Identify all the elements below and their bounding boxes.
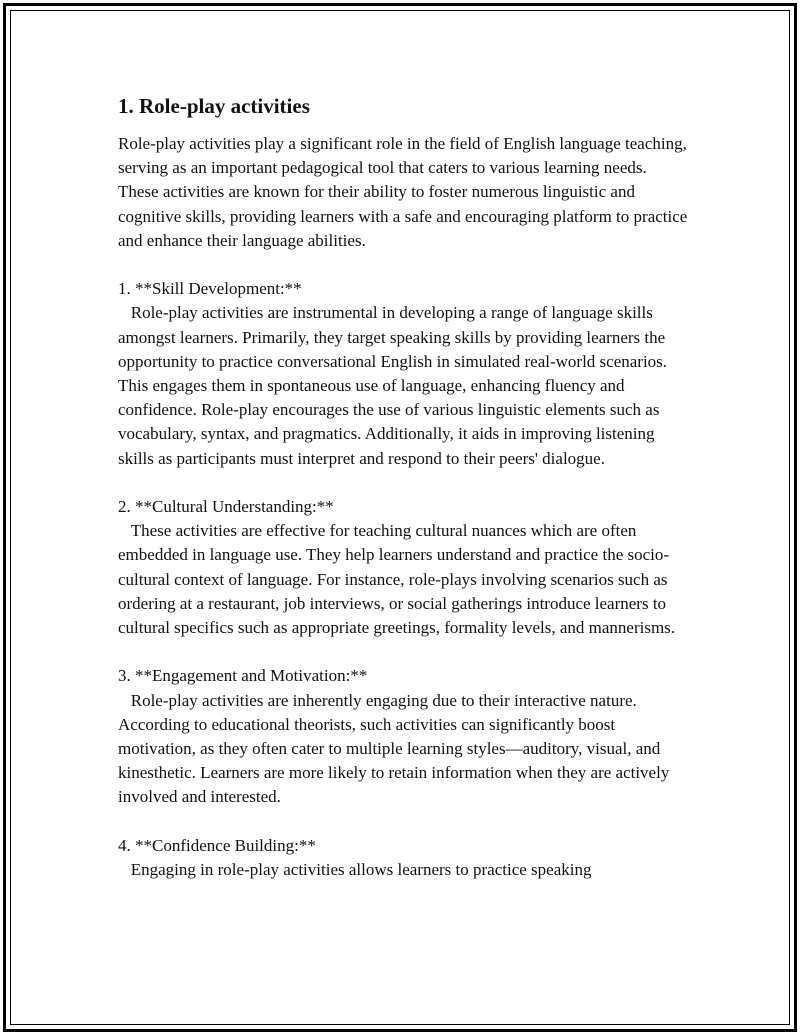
document-content	[118, 92, 692, 906]
list-item-title: 1. **Skill Development:**	[118, 279, 302, 299]
list-item-confidence-building	[118, 834, 688, 882]
list-item-title: 4. **Confidence Building:**	[118, 835, 316, 855]
list-item-skill-development	[118, 277, 688, 471]
list-item-body: Role-play activities are instrumental in developing a range of language skills amongst learners. Primarily, they target speaking skills by providing learners the opportunity to practice conversational English in simulated real-world scenarios. This engages them in spontaneous use of language, enhancing fluency and confidence. Role-play encourages the use of various linguistic elements such as vocabulary, syntax, and pragmatics. Additionally, it aids in improving listening skills as participants must interpret and respond to their peers' dialogue.	[118, 303, 671, 468]
list-item-title: 2. **Cultural Understanding:**	[118, 497, 334, 517]
list-item-body: These activities are effective for teaching cultural nuances which are often embedded in language use. They help learners understand and practice the socio-cultural context of language. For instance, role-plays involving scenarios such as ordering at a restaurant, job interviews, or social gatherings introduce learners to cultural specifics such as appropriate greetings, formality levels, and mannerisms.	[118, 521, 676, 638]
list-item-cultural-understanding	[118, 495, 688, 640]
list-item-engagement-motivation	[118, 664, 688, 809]
intro-paragraph: Role-play activities play a significant role in the field of English language teaching, serving as an important pedagogical tool that caters to various learning needs. These activities are known for their ability to foster numerous linguistic and cognitive skills, providing learners with a safe and encouraging platform to practice and enhance their language abilities.	[118, 134, 692, 250]
list-item-title: 3. **Engagement and Motivation:**	[118, 666, 368, 686]
section-heading: 1. Role-play activities	[118, 94, 310, 118]
list-item-body: Role-play activities are inherently engaging due to their interactive nature. According to educational theorists, such activities can significantly boost motivation, as they often cater to multiple learning styles—auditory, visual, and kinesthetic. Learners are more likely to retain information when they are actively involved and interested.	[118, 690, 674, 807]
list-item-body: Engaging in role-play activities allows learners to practice speaking	[118, 860, 592, 880]
